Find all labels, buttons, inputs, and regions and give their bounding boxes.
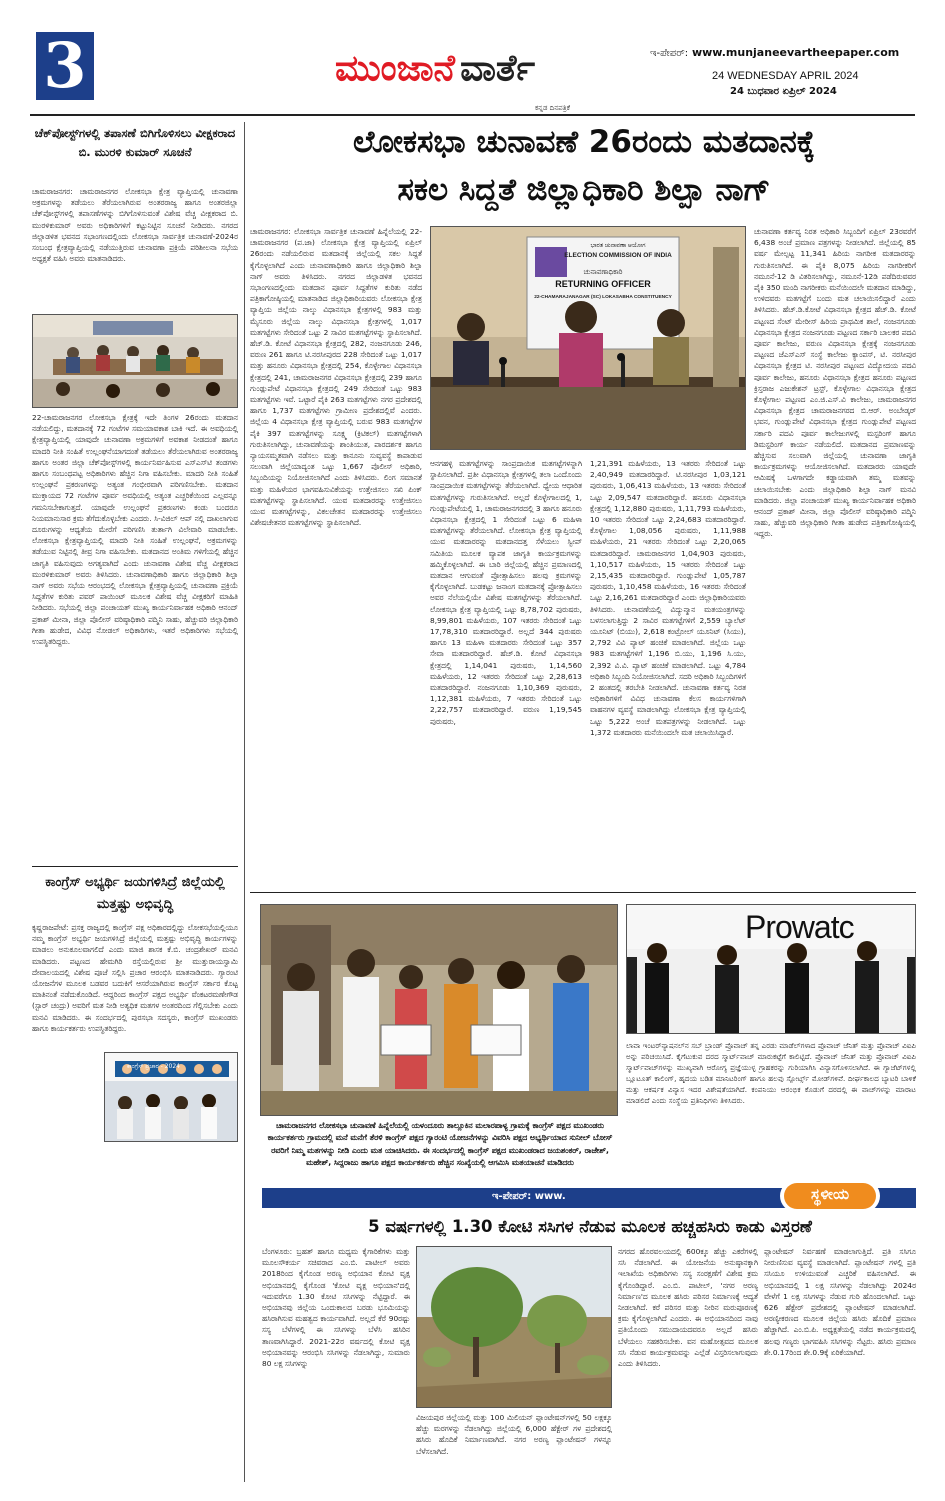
date-english: 24 WEDNESDAY APRIL 2024 bbox=[712, 70, 859, 82]
lead-headline-1: ಲೋಕಸಭಾ ಚುನಾವಣೆ 26ರಂದು ಮತದಾನಕ್ಕೆ bbox=[352, 124, 816, 160]
press-meet-photo bbox=[430, 226, 746, 450]
lead-col1: ಚಾಮರಾಜನಗರ: ಲೋಕಸಭಾ ಸಾರ್ವತ್ರಿಕ ಚುನಾವಣೆ ಹಿನ್ನೆಲೆಯಲ್ಲಿ 22-ಚಾಮರಾಜನಗರ (ಪ.ಜಾ) ಲೋಕಸಭಾ ಕ್ಷೇತ್ರ ವ್ಯಾಪ್ತಿಯಲ್ಲಿ ಏಪ್ರಿಲ್ 26ರಂದು ನಡೆಯಲಿರುವ ಮತದಾನಕ್ಕೆ ಜಿಲ್ಲೆಯಲ್ಲಿ ಸಕಲ ಸಿದ್ದತೆ ಕೈಗೊಳ್ಳಲಾಗಿದೆ ಎಂದು ಚುನಾವಣಾಧಿಕಾರಿ ಹಾಗೂ ಜಿಲ್ಲಾಧಿಕಾರಿ ಶಿಲ್ಪಾ ನಾಗ್ ಅವರು ತಿಳಿಸಿದರು. ನಗರದ ಜಿಲ್ಲಾಡಳಿತ ಭವನದ ಸಭಾಂಗಣದಲ್ಲಿಂದು ಮತದಾನ ಪೂರ್ವ ಸಿದ್ದತೆಗಳ ಕುರಿತು ನಡೆದ ಪತ್ರಿಕಾಗೋಷ್ಠಿಯಲ್ಲಿ ಮಾತನಾಡಿದ ಜಿಲ್ಲಾಧಿಕಾರಿಯವರು ಲೋಕಸಭಾ ಕ್ಷೇತ್ರ ವ್ಯಾಪ್ತಿಯ ಜಿಲ್ಲೆಯ ನಾಲ್ಕು ವಿಧಾನಸಭಾ ಕ್ಷೇತ್ರಗಳಲ್ಲಿ 983 ಮತ್ತು ಮೈಸೂರು ಜಿಲ್ಲೆಯ ನಾಲ್ಕು ವಿಧಾನಸಭಾ ಕ್ಷೇತ್ರಗಳಲ್ಲಿ 1,017 ಮತಗಟ್ಟೆಗಳು ಸೇರಿದಂತೆ ಒಟ್ಟು 2 ಸಾವಿರ ಮತಗಟ್ಟೆಗಳನ್ನು ಸ್ಥಾಪಿಸಲಾಗಿದೆ. ಹೆಚ್.ಡಿ. ಕೋಟೆ ವಿಧಾನಸಭಾ ಕ್ಷೇತ್ರದಲ್ಲಿ 282, ನಂಜನಗೂಡು 246, ವರುಣ 261 ಹಾಗೂ ಟಿ.ನರಸೀಪುರದ 228 ಸೇರಿದಂತೆ ಒಟ್ಟು 1,017 ಮತ್ತು ಹನೂರು ವಿಧಾನಸಭಾ ಕ್ಷೇತ್ರದಲ್ಲಿ 254, ಕೊಳ್ಳೇಗಾಲ ವಿಧಾನಸಭಾ ಕ್ಷೇತ್ರದಲ್ಲಿ 241, ಚಾಮರಾಜನಗರ ವಿಧಾನಸಭಾ ಕ್ಷೇತ್ರದಲ್ಲಿ 239 ಹಾಗೂ ಗುಂಡ್ಲುಪೇಟೆ ವಿಧಾನಸಭಾ ಕ್ಷೇತ್ರದಲ್ಲಿ 249 ಸೇರಿದಂತೆ ಒಟ್ಟು 983 ಮತಗಟ್ಟೆಗಳು ಇವೆ. ಒಟ್ಟಾರೆ ಪೈಕಿ 263 ಮತಗಟ್ಟೆಗಳು ನಗರ ಪ್ರದೇಶದಲ್ಲಿ ಹಾಗೂ 1,737 ಮತಗಟ್ಟೆಗಳು ಗ್ರಾಮೀಣ ಪ್ರದೇಶದಲ್ಲಿವೆ ಎಂದರು. ಜಿಲ್ಲೆಯ 4 ವಿಧಾನಸಭಾ ಕ್ಷೇತ್ರ ವ್ಯಾಪ್ತಿಯಲ್ಲಿ ಬರುವ 983 ಮತಗಟ್ಟೆಗಳ ಪೈಕಿ 397 ಮತಗಟ್ಟೆಗಳನ್ನು ಸೂಕ್ಷ್ಮ (ಕ್ರಿಟಿಕಲ್) ಮತಗಟ್ಟೆಗಳಾಗಿ ಗುರುತಿಸಲಾಗಿದ್ದು, ಚುನಾವಣೆಯನ್ನು ಶಾಂತಿಯುತ, ಪಾರದರ್ಶಕ ಹಾಗೂ ನ್ಯಾಯಸಮ್ಮತವಾಗಿ ನಡೆಸಲು ಮತ್ತು ಕಾನೂನು ಸುವ್ಯವಸ್ಥೆ ಕಾಪಾಡುವ ಸಲುವಾಗಿ ಜಿಲ್ಲೆಯಾದ್ಯಂತ ಒಟ್ಟು 1,667 ಪೊಲೀಸ್ ಅಧಿಕಾರಿ, ಸಿಬ್ಬಂದಿಯನ್ನು ನಿಯೋಜಿಸಲಾಗಿದೆ ಎಂದು ತಿಳಿಸಿದರು. ಲಿಂಗ ಸಮಾನತೆ ಮತ್ತು ಮಹಿಳೆಯರ ಭಾಗವಹಿಸುವಿಕೆಯನ್ನು ಉತ್ತೇಜಿಸಲು ಸಖಿ ಪಿಂಕ್ ಮತಗಟ್ಟೆಗಳನ್ನು ಸ್ಥಾಪಿಸಲಾಗಿದೆ. ಯುವ ಮತದಾರರನ್ನು ಉತ್ತೇಜಿಸಲು ಯುವ ಮತಗಟ್ಟೆಗಳನ್ನು, ವಿಕಲಚೇತನ ಮತದಾರರನ್ನು ಉತ್ತೇಜಿಸಲು ವಿಶೇಷಚೇತನರ ಮತಗಟ್ಟೆಗಳನ್ನು ಸ್ಥಾಪಿಸಲಾಗಿದೆ. bbox=[250, 227, 422, 528]
lead-bottom-rule bbox=[250, 892, 916, 893]
masthead-title-part1: ಮುಂಜಾನೆ bbox=[335, 48, 455, 89]
page-number: 3 bbox=[43, 29, 87, 102]
forest-photo bbox=[416, 1246, 612, 1408]
lead-col4: ಚುನಾವಣಾ ಕರ್ತವ್ಯ ನಿರತ ಅಧಿಕಾರಿ ಸಿಬ್ಬಂದಿಗೆ ಏಪ್ರಿಲ್ 23ರವರೆಗೆ 6,438 ಅಂಚೆ ಪ್ರಮಾಣ ಪತ್ರಗಳನ್ನು ನೀಡಲಾಗಿದೆ. ಜಿಲ್ಲೆಯಲ್ಲಿ 85 ವರ್ಷ ಮೇಲ್ಪಟ್ಟ 11,341 ಹಿರಿಯ ನಾಗರೀಕ ಮತದಾರರನ್ನು ಗುರುತಿಸಲಾಗಿದೆ. ಈ ಪೈಕಿ 8,075 ಹಿರಿಯ ನಾಗರೀಕರಿಗೆ ನಮೂನೆ-12 ಡಿ ವಿತರಿಸಲಾಗಿದ್ದು, ನಮೂನೆ-12ಡಿ ಪಡೆದಿರುವವರ ಪೈಕಿ 350 ಮಂದಿ ನಾಗರೀಕರು ಮನೆಯಿಂದಲೇ ಮತದಾನ ಮಾಡಿದ್ದು, ಉಳಿದವರು ಮತಗಟ್ಟೆಗೆ ಬಂದು ಮತ ಚಲಾಯಿಸಲಿದ್ದಾರೆ ಎಂದು ತಿಳಿಸಿದರು. ಹೆಚ್.ಡಿ.ಕೋಟೆ ವಿಧಾನಸಭಾ ಕ್ಷೇತ್ರದ ಹೆಚ್.ಡಿ. ಕೋಟೆ ಪಟ್ಟಣದ ಸೆಂಟ್ ಮೇರೀಸ್ ಹಿರಿಯ ಪ್ರಾಥಮಿಕ ಶಾಲೆ, ನಂಜನಗೂಡು ವಿಧಾನಸಭಾ ಕ್ಷೇತ್ರದ ನಂಜನಗೂಡು ಪಟ್ಟಣದ ಸರ್ಕಾರಿ ಬಾಲಕರ ಪದವಿ ಪೂರ್ವ ಕಾಲೇಜು, ವರುಣ ವಿಧಾನಸಭಾ ಕ್ಷೇತ್ರಕ್ಕೆ ನಂಜನಗೂಡು ಪಟ್ಟಣದ ಜೆಎಸ್‌ಎಸ್ ಸಂಸ್ಥೆ ಕಾಲೇಜು ಕ್ಯಾಂಪಸ್, ಟಿ. ನರಸೀಪುರ ವಿಧಾನಸಭಾ ಕ್ಷೇತ್ರದ ಟಿ. ನರಸೀಪುರ ಪಟ್ಟಣದ ವಿದ್ಯೋದಯ ಪದವಿ ಪೂರ್ವ ಕಾಲೇಜು, ಹನೂರು ವಿಧಾನಸಭಾ ಕ್ಷೇತ್ರದ ಹನೂರು ಪಟ್ಟಣದ ಕ್ರಿಸ್ತರಾಜ ಎಜುಕೇಶನ್ ಟ್ರಸ್ಟ್, ಕೊಳ್ಳೇಗಾಲ ವಿಧಾನಸಭಾ ಕ್ಷೇತ್ರದ ಕೊಳ್ಳೇಗಾಲ ಪಟ್ಟಣದ ಎಂ.ಜಿ.ಎಸ್.ವಿ ಕಾಲೇಜು, ಚಾಮರಾಜನಗರ ವಿಧಾನಸಭಾ ಕ್ಷೇತ್ರದ ಚಾಮರಾಜನಗರದ ಬಿ.ಆರ್. ಅಂಬೇಡ್ಕರ್ ಭವನ, ಗುಂಡ್ಲುಪೇಟೆ ವಿಧಾನಸಭಾ ಕ್ಷೇತ್ರದ ಗುಂಡ್ಲುಪೇಟೆ ಪಟ್ಟಣದ ಸರ್ಕಾರಿ ಪದವಿ ಪೂರ್ವ ಕಾಲೇಜುಗಳಲ್ಲಿ ಮಸ್ಟರಿಂಗ್ ಹಾಗೂ ಡಿಮಸ್ಟರಿಂಗ್ ಕಾರ್ಯ ನಡೆಯಲಿದೆ. ಮತದಾನದ ಪ್ರಮಾಣವನ್ನು ಹೆಚ್ಚಿಸುವ ಸಲುವಾಗಿ ಜಿಲ್ಲೆಯಲ್ಲಿ ಚುನಾವಣಾ ಜಾಗೃತಿ ಕಾರ್ಯಕ್ರಮಗಳನ್ನು ಆಯೋಜಿಸಲಾಗಿದೆ. ಮತದಾರರು ಯಾವುದೇ ಆಮಿಷಕ್ಕೆ ಒಳಗಾಗದೇ ಕಡ್ಡಾಯವಾಗಿ ತಮ್ಮ ಮತವನ್ನು ಚಲಾಯಿಸಬೇಕು ಎಂದು ಜಿಲ್ಲಾಧಿಕಾರಿ ಶಿಲ್ಪಾ ನಾಗ್ ಮನವಿ ಮಾಡಿದರು. ಜಿಲ್ಲಾ ಪಂಚಾಯತ್ ಮುಖ್ಯ ಕಾರ್ಯನಿರ್ವಾಹಕ ಅಧಿಕಾರಿ ಆನಂದ್ ಪ್ರಕಾಶ್ ಮೀನಾ, ಜಿಲ್ಲಾ ಪೊಲೀಸ್ ವರಿಷ್ಠಾಧಿಕಾರಿ ಪದ್ಮಿನಿ ಸಾಹು, ಹೆಚ್ಚುವರಿ ಜಿಲ್ಲಾಧಿಕಾರಿ ಗೀತಾ ಹುಡೇದ ಪತ್ರಿಕಾಗೋಷ್ಠಿಯಲ್ಲಿ ಇದ್ದರು. bbox=[754, 227, 916, 539]
left-column-rule bbox=[244, 122, 245, 1482]
eci-sign-ro: RETURNING OFFICER bbox=[555, 279, 651, 289]
prowatch-brand: Prowatc bbox=[745, 909, 854, 945]
epaper-url[interactable]: www.munjaneevartheepaper.com bbox=[691, 46, 900, 59]
eci-sign bbox=[527, 237, 679, 349]
section-label-box bbox=[780, 1180, 880, 1212]
forest-col4: ಪ್ಲಾಂಟೇಷನ್ ನಿರ್ವಹಣೆ ಮಾಡಲಾಗುತ್ತಿದೆ. ಪ್ರತಿ ಸಸಿಗೂ ನೀರುಣಿಸುವ ವ್ಯವಸ್ಥೆ ಮಾಡಲಾಗಿದೆ. ಪ್ಲಾಂಟೇಷನ್ ಗಳಲ್ಲಿ ಪ್ರತಿ ಸಸಿಯೂ ಉಳಿಯುವಂತೆ ಎಚ್ಚರಿಕೆ ವಹಿಸಲಾಗಿದೆ. ಈ ಅಭಿಯಾನದಲ್ಲಿ 1 ಲಕ್ಷ ಸಸಿಗಳನ್ನು ನೆಡಲಾಗಿದ್ದು 2024ರ ವೇಳೆಗೆ 1 ಲಕ್ಷ ಸಸಿಗಳನ್ನು ನೆಡುವ ಗುರಿ ಹೊಂದಲಾಗಿದೆ. ಒಟ್ಟು 626 ಹೆಕ್ಟೇರ್ ಪ್ರದೇಶದಲ್ಲಿ ಪ್ಲಾಂಟೇಷನ್ ಮಾಡಲಾಗಿದೆ. ಅರಣ್ಯೀಕರಣದ ಮೂಲಕ ಜಿಲ್ಲೆಯ ಹಸಿರು ಹೊದಿಕೆ ಪ್ರಮಾಣ ಹೆಚ್ಚಾಗಿದೆ. ಎಂ.ಬಿ.ಪಿ. ಅಧ್ಯಕ್ಷತೆಯಲ್ಲಿ ನಡೆದ ಕಾರ್ಯಕ್ರಮದಲ್ಲಿ ಹಲವು ಗಣ್ಯರು ಭಾಗವಹಿಸಿ ಸಸಿಗಳನ್ನು ನೆಟ್ಟರು. ಹಸಿರು ಪ್ರಮಾಣ ಶೇ.0.17ರಿಂದ ಶೇ.0.9ಕ್ಕೆ ಏರಿಕೆಯಾಗಿದೆ. bbox=[764, 1247, 916, 1357]
page-number-box bbox=[36, 29, 94, 102]
meeting-photo bbox=[32, 314, 238, 408]
congress-headline: ಕಾಂಗ್ರೆಸ್ ಅಭ್ಯರ್ಥಿ ಜಯಗಳಿಸಿದ್ರೆ ಜಿಲ್ಲೆಯಲ್ಲಿ ಮತ್ತಷ್ಟು ಅಭಿವೃದ್ಧಿ bbox=[45, 875, 225, 912]
eci-sign-kannada: ಭಾರತ ಚುನಾವಣಾ ಆಯೋಗ bbox=[590, 243, 646, 249]
masthead-title-part2: ವಾರ್ತೆ bbox=[460, 48, 536, 89]
epaper-line bbox=[650, 46, 912, 59]
prowatch-photo bbox=[626, 904, 916, 1034]
lead-headline-2: ಸಕಲ ಸಿದ್ದತೆ ಜಿಲ್ಲಾಧಿಕಾರಿ ಶಿಲ್ಪಾ ನಾಗ್ bbox=[397, 172, 771, 208]
congress-photo bbox=[104, 1052, 238, 1142]
lead-col3: 1,21,391 ಮಹಿಳೆಯರು, 13 ಇತರರು ಸೇರಿದಂತೆ ಒಟ್ಟು 2,40,949 ಮತದಾರರಿದ್ದಾರೆ. ಟಿ.ನರಸೀಪುರ 1,03,121 ಪುರುಷರು, 1,06,413 ಮಹಿಳೆಯರು, 13 ಇತರರು ಸೇರಿದಂತೆ ಒಟ್ಟು 2,09,547 ಮತದಾರರಿದ್ದಾರೆ. ಹನೂರು ವಿಧಾನಸಭಾ ಕ್ಷೇತ್ರದಲ್ಲಿ 1,12,880 ಪುರುಷರು, 1,11,793 ಮಹಿಳೆಯರು, 10 ಇತರರು ಸೇರಿದಂತೆ ಒಟ್ಟು 2,24,683 ಮತದಾರರಿದ್ದಾರೆ. ಕೊಳ್ಳೇಗಾಲ 1,08,056 ಪುರುಷರು, 1,11,988 ಮಹಿಳೆಯರು, 21 ಇತರರು ಸೇರಿದಂತೆ ಒಟ್ಟು 2,20,065 ಮತದಾರರಿದ್ದಾರೆ. ಚಾಮರಾಜನಗರ 1,04,903 ಪುರುಷರು, 1,10,517 ಮಹಿಳೆಯರು, 15 ಇತರರು ಸೇರಿದಂತೆ ಒಟ್ಟು 2,15,435 ಮತದಾರರಿದ್ದಾರೆ. ಗುಂಡ್ಲುಪೇಟೆ 1,05,787 ಪುರುಷರು, 1,10,458 ಮಹಿಳೆಯರು, 16 ಇತರರು ಸೇರಿದಂತೆ ಒಟ್ಟು 2,16,261 ಮತದಾರರಿದ್ದಾರೆ ಎಂದು ಜಿಲ್ಲಾಧಿಕಾರಿಯವರು ತಿಳಿಸಿದರು. ಚುನಾವಣೆಯಲ್ಲಿ ವಿದ್ಯುನ್ಮಾನ ಮತಯಂತ್ರಗಳನ್ನು ಬಳಸಲಾಗುತ್ತಿದ್ದು 2 ಸಾವಿರ ಮತಗಟ್ಟೆಗಳಿಗೆ 2,559 ಬ್ಯಾಲೆಟ್ ಯೂನಿಟ್ (ಬಿಯು), 2,618 ಕಂಟ್ರೋಲ್ ಯೂನಿಟ್ (ಸಿಯು), 2,792 ವಿವಿ ಪ್ಯಾಟ್ ಹಂಚಿಕೆ ಮಾಡಲಾಗಿದೆ. ಜಿಲ್ಲೆಯ ಒಟ್ಟು 983 ಮತಗಟ್ಟೆಗಳಿಗೆ 1,196 ಬಿ.ಯು, 1,196 ಸಿ.ಯು, 2,392 ವಿ.ವಿ. ಪ್ಯಾಟ್ ಹಂಚಿಕೆ ಮಾಡಲಾಗಿದೆ. ಒಟ್ಟು 4,784 ಅಧಿಕಾರಿ ಸಿಬ್ಬಂದಿ ನಿಯೋಜಿಸಲಾಗಿದೆ. ಸದರಿ ಅಧಿಕಾರಿ ಸಿಬ್ಬಂದಿಗಳಿಗೆ 2 ಹಂತದಲ್ಲಿ ತರಬೇತಿ ನೀಡಲಾಗಿದೆ. ಚುನಾವಣಾ ಕರ್ತವ್ಯ ನಿರತ ಅಧಿಕಾರಿಗಳಿಗೆ ವಿವಿಧ ಚುನಾವಣಾ ಕೆಲಸ ಕಾರ್ಯಗಳಿಗಾಗಿ ವಾಹನಗಳ ವ್ಯವಸ್ಥೆ ಮಾಡಲಾಗಿದ್ದು ಲೋಕಸಭಾ ಕ್ಷೇತ್ರ ವ್ಯಾಪ್ತಿಯಲ್ಲಿ ಒಟ್ಟು 5,222 ಅಂಚೆ ಮತಪತ್ರಗಳನ್ನು ನೀಡಲಾಗಿದೆ. ಒಟ್ಟು 1,372 ಮತದಾರರು ಮನೆಯಿಂದಲೇ ಮತ ಚಲಾಯಿಸಿದ್ದಾರೆ. bbox=[590, 459, 746, 737]
prowatch-caption: ಲಾವಾ ಇಂಟರ್‌ನ್ಯಾಷನಲ್‌ನ ಸಬ್ ಬ್ರಾಂಡ್ ಪ್ರೊವಾಚ್ ತನ್ನ ಎರಡು ಮಾಡೆಲ್‌ಗಳಾದ ಪ್ರೊವಾಚ್ ಜೆನಿತ್ ಮತ್ತು ಪ್ರೊವಾಚ್ ವಿಐಪಿ ಅನ್ನು ಪರಿಚಯಿಸಿದೆ. ಕೈಗೆಟುಕುವ ದರದ ಸ್ಮಾರ್ಟ್‌ವಾಚ್ ಮಾರುಕಟ್ಟೆಗೆ ಕಾಲಿಟ್ಟಿದೆ. ಪ್ರೊವಾಚ್ ಜೆನಿತ್ ಮತ್ತು ಪ್ರೊವಾಚ್ ವಿಐಪಿ ಸ್ಮಾರ್ಟ್‌ವಾಚ್‌ಗಳನ್ನು ಮುಖ್ಯವಾಗಿ ಆರೋಗ್ಯ ಪ್ರಜ್ಞೆಯುಳ್ಳ ಗ್ರಾಹಕರನ್ನು ಗುರಿಯಾಗಿಸಿ ವಿನ್ಯಾಸಗೊಳಿಸಲಾಗಿದೆ. ಈ ಗ್ಯಾಜೆಟ್‌ಗಳಲ್ಲಿ ಬ್ಲೂಟೂತ್ ಕಾಲಿಂಗ್, ಹೃದಯ ಬಡಿತ ಮಾನಿಟರಿಂಗ್ ಹಾಗೂ ಹಲವು ಸ್ಪೋರ್ಟ್ಸ್ ಮೋಡ್‌ಗಳಿವೆ. ದೀರ್ಘಕಾಲದ ಬ್ಯಾಟರಿ ಬಾಳಿಕೆ ಮತ್ತು ಆಕರ್ಷಕ ವಿನ್ಯಾಸ ಇದರ ವಿಶೇಷತೆಯಾಗಿದೆ. ಕಂಪನಿಯು ಆರಂಭಿಕ ಕೊಡುಗೆ ದರದಲ್ಲಿ ಈ ವಾಚ್‌ಗಳನ್ನು ಮಾರಾಟ ಮಾಡಲಿದೆ ಎಂದು ಸಂಸ್ಥೆಯ ಪ್ರತಿನಿಧಿಗಳು ತಿಳಿಸಿದರು. bbox=[626, 1041, 916, 1105]
masthead-tagline: ಕನ್ನಡ ದಿನಪತ್ರಿಕೆ bbox=[535, 104, 571, 112]
forest-photo-caption: ವಿಜಯಪುರ ಜಿಲ್ಲೆಯಲ್ಲಿ ಮತ್ತು 100 ಮಿಲಿಯನ್ ಪ್ಲಾಂಟೇಷನ್‌ಗಳಲ್ಲಿ 50 ಲಕ್ಷಕ್ಕೂ ಹೆಚ್ಚು ಮರಗಳನ್ನು ನೆಡಲಾಗಿದ್ದು ಜಿಲ್ಲೆಯಲ್ಲಿ 6,000 ಹೆಕ್ಟೇರ್ ಗಳ ಪ್ರದೇಶದಲ್ಲಿ ಹಸಿರು ಹೊದಿಕೆ ನಿರ್ಮಾಣವಾಗಿದೆ. ನಗರ ಅರಣ್ಯ ಪ್ಲಾಂಟೇಷನ್ ಗಳನ್ನೂ ಬೆಳೆಸಲಾಗಿದೆ. bbox=[416, 1413, 612, 1456]
eci-sign-constituency: 22-CHAMARAJANAGAR (SC) LOKASABHA CONSTITUENCY bbox=[534, 295, 672, 300]
section-bar-epaper[interactable]: ಇ-ಪೇಪರ್: www. bbox=[492, 1191, 566, 1202]
forest-col1: ಬೆಂಗಳೂರು: ಬ್ರಹತ್ ಹಾಗೂ ಮಧ್ಯಮ ಕೈಗಾರಿಕೆಗಳು ಮತ್ತು ಮೂಲಸೌಕರ್ಯ ಸಚಿವರಾದ ಎಂ.ಬಿ. ಪಾಟೀಲ್ ಅವರು 2018ರಿಂದ ಕೈಗೊಂಡ ಅರಣ್ಯ ಅಭಿಯಾನ ಕೋಟಿ ವೃಕ್ಷ ಅಭಿಯಾನದಲ್ಲಿ ಕೈಗೊಂಡ 'ಕೋಟಿ ವೃಕ್ಷ ಅಭಿಯಾನ'ದಲ್ಲಿ ಇದುವರೆಗೂ 1.30 ಕೋಟಿ ಸಸಿಗಳನ್ನು ನೆಟ್ಟಿದ್ದಾರೆ. ಈ ಅಭಿಯಾನವು ಜಿಲ್ಲೆಯ ಒಂದುಕಾಲದ ಬರಡು ಭೂಮಿಯನ್ನು ಹಸಿರಾಗಿಸುವ ಮಹತ್ವದ ಕಾರ್ಯವಾಗಿದೆ. ಅಲ್ಲದೆ ಕೆರೆ 90ರಷ್ಟು ಸಸ್ಯ ಬೆಳೆಗಳಲ್ಲಿ ಈ ಸಸಿಗಳನ್ನು ಬೆಳೆಸಿ ಹಸಿರಿನ ತಾಣವಾಗಿಸಿದ್ದಾರೆ. 2021-22ರ ವರ್ಷದಲ್ಲಿ ಕೋಟಿ ವೃಕ್ಷ ಅಭಿಯಾನವನ್ನು ಆರಂಭಿಸಿ ಸಸಿಗಳನ್ನು ನೆಡಲಾಗಿದ್ದು, ಸುಮಾರು 80 ಲಕ್ಷ ಸಸಿಗಳನ್ನು bbox=[262, 1247, 410, 1369]
meeting-photo-illustration bbox=[33, 315, 238, 408]
campaign-photo bbox=[260, 904, 618, 1116]
left-story-headline: ಚೆಕ್‌ಪೋಸ್ಟ್‌ಗಳಲ್ಲಿ ತಪಾಸಣೆ ಬಿಗಿಗೊಳಿಸಲು ವೀಕ್ಷಕರಾದ ಬಿ. ಮುರಳಿ ಕುಮಾರ್ ಸೂಚನೆ bbox=[34, 126, 236, 159]
epaper-label: ಇ-ಪೇಪರ್: bbox=[650, 48, 689, 59]
campaign-caption: ಚಾಮರಾಜನಗರ ಲೋಕಸಭಾ ಚುನಾವಣೆ ಹಿನ್ನೆಲೆಯಲ್ಲಿ ಯಳಂದೂರು ತಾಲ್ಲೂಕಿನ ಮಲಾರಪಾಳ್ಯ ಗ್ರಾಮಕ್ಕೆ ಕಾಂಗ್ರೆಸ್ ಪಕ್ಷದ ಮುಖಂಡರು ಕಾರ್ಯಕರ್ತರು ಗ್ರಾಮದಲ್ಲಿ ಮನೆ ಮನೆಗೆ ತೆರಳಿ ಕಾಂಗ್ರೆಸ್ ಪಕ್ಷದ ಗ್ಯಾರಂಟಿ ಯೋಜನೆಗಳನ್ನು ವಿವರಿಸಿ ಪಕ್ಷದ ಅಭ್ಯರ್ಥಿಯಾದ ಸುನೀಲ್ ಬೋಸ್ ರವರಿಗೆ ನಿಮ್ಮ ಮತಗಳನ್ನು ನೀಡಿ ಎಂದು ಮತ ಯಾಚಿಸಿದರು. ಈ ಸಂದರ್ಭದಲ್ಲಿ ಕಾಂಗ್ರೆಸ್ ಪಕ್ಷದ ಮುಖಂಡರಾದ ಜಯಶಂಕರ್, ರಾಜೇಶ್, ಮಹೇಶ್, ಸಿದ್ದರಾಜು ಹಾಗೂ ಪಕ್ಷದ ಕಾರ್ಯಕರ್ತರು ಹೆಚ್ಚಿನ ಸಂಖ್ಯೆಯಲ್ಲಿ ಆಗಮಿಸಿ ಮತಯಾಚನೆ ಮಾಡಿದರು bbox=[267, 1121, 613, 1168]
congress-body: ಕೃಷ್ಣರಾಜಪೇಟೆ: ಪ್ರಸಕ್ತ ರಾಜ್ಯದಲ್ಲಿ ಕಾಂಗ್ರೆಸ್ ಪಕ್ಷ ಅಧಿಕಾರದಲ್ಲಿದ್ದು ಲೋಕಸಭೆಯಲ್ಲಿಯೂ ನಮ್ಮ ಕಾಂಗ್ರೆಸ್ ಅಭ್ಯರ್ಥಿ ಜಯಗಳಿಸಿದ್ರೆ ಜಿಲ್ಲೆಯಲ್ಲಿ ಮತ್ತಷ್ಟು ಅಭಿವೃದ್ಧಿ ಕಾರ್ಯಗಳನ್ನು ಮಾಡಲು ಅನುಕೂಲವಾಗಲಿದೆ ಎಂದು ಮಾಜಿ ಶಾಸಕ ಕೆ.ಬಿ. ಚಂದ್ರಶೇಖರ್ ಮನವಿ ಮಾಡಿದರು. ಪಟ್ಟಣದ ಹೇಮಗಿರಿ ರಸ್ತೆಯಲ್ಲಿರುವ ಶ್ರೀ ಮುತ್ತುರಾಯಸ್ವಾಮಿ ದೇವಾಲಯದಲ್ಲಿ ವಿಶೇಷ ಪೂಜೆ ಸಲ್ಲಿಸಿ ಪ್ರಚಾರ ಆರಂಭಿಸಿ ಮಾತನಾಡಿದರು. ಗ್ಯಾರಂಟಿ ಯೋಜನೆಗಳ ಮೂಲಕ ಬಡವರ ಬದುಕಿಗೆ ಆಸರೆಯಾಗಿರುವ ಕಾಂಗ್ರೆಸ್ ಸರ್ಕಾರ ಕೊಟ್ಟ ಮಾತಿನಂತೆ ನಡೆದುಕೊಂಡಿದೆ. ಆದ್ದರಿಂದ ಕಾಂಗ್ರೆಸ್ ಪಕ್ಷದ ಅಭ್ಯರ್ಥಿ ವೆಂಕಟರಮಣೇಗೌಡ (ಸ್ಟಾರ್ ಚಂದ್ರು) ಅವರಿಗೆ ಮತ ನೀಡಿ ಅತ್ಯಧಿಕ ಮತಗಳ ಅಂತರದಿಂದ ಗೆಲ್ಲಿಸಬೇಕು ಎಂದು ಮನವಿ ಮಾಡಿದರು. ಈ ಸಂದರ್ಭದಲ್ಲಿ ಪುರಸಭಾ ಸದಸ್ಯರು, ಕಾಂಗ್ರೆಸ್ ಮುಖಂಡರು ಹಾಗೂ ಕಾರ್ಯಕರ್ತರು ಉಪಸ್ಥಿತರಿದ್ದರು. bbox=[32, 923, 238, 1033]
left-divider bbox=[32, 866, 238, 867]
masthead-rule bbox=[30, 114, 915, 116]
lead-col2: ಆನಗಹಳ್ಳಿ ಮತಗಟ್ಟೆಗಳನ್ನು ಸಾಂಪ್ರದಾಯಿಕ ಮತಗಟ್ಟೆಗಳನ್ನಾಗಿ ಸ್ಥಾಪಿಸಲಾಗಿದೆ. ಪ್ರತೀ ವಿಧಾನಸಭಾ ಕ್ಷೇತ್ರಗಳಲ್ಲಿ ತಲಾ ಒಂದೊಂದು ಸಾಂಪ್ರದಾಯಿಕ ಮತಗಟ್ಟೆಗಳನ್ನು ತೆರೆಯಲಾಗಿದೆ. ಧ್ಯೇಯ ಆಧಾರಿತ ಮತಗಟ್ಟೆಗಳನ್ನು ಗುರುತಿಸಲಾಗಿದೆ. ಅಲ್ಲದೆ ಕೊಳ್ಳೇಗಾಲದಲ್ಲಿ 1, ಗುಂಡ್ಲುಪೇಟೆಯಲ್ಲಿ 1, ಚಾಮರಾಜನಗರದಲ್ಲಿ 3 ಹಾಗೂ ಹನೂರು ವಿಧಾನಸಭಾ ಕ್ಷೇತ್ರದಲ್ಲಿ 1 ಸೇರಿದಂತೆ ಒಟ್ಟು 6 ಮಹಿಳಾ ಮತಗಟ್ಟೆಗಳನ್ನು ತೆರೆಯಲಾಗಿದೆ. ಲೋಕಸಭಾ ಕ್ಷೇತ್ರ ವ್ಯಾಪ್ತಿಯಲ್ಲಿ ಯುವ ಮತದಾರರನ್ನು ಮತದಾನದತ್ತ ಸೆಳೆಯಲು ಸ್ವೀಪ್ ಸಮಿತಿಯ ಮೂಲಕ ವ್ಯಾಪಕ ಜಾಗೃತಿ ಕಾರ್ಯಕ್ರಮಗಳನ್ನು ಹಮ್ಮಿಕೊಳ್ಳಲಾಗಿದೆ. ಈ ಬಾರಿ ಜಿಲ್ಲೆಯಲ್ಲಿ ಹೆಚ್ಚಿನ ಪ್ರಮಾಣದಲ್ಲಿ ಮತದಾನ ಆಗುವಂತೆ ಪ್ರೋತ್ಸಾಹಿಸಲು ಹಲವು ಕ್ರಮಗಳನ್ನು ಕೈಗೊಳ್ಳಲಾಗಿದೆ. ಬುಡಕಟ್ಟು ಜನಾಂಗ ಮತದಾನಕ್ಕೆ ಪ್ರೋತ್ಸಾಹಿಸಲು ಅವರ ನೆಲೆಯಲ್ಲಿಯೇ ವಿಶೇಷ ಮತಗಟ್ಟೆಗಳನ್ನು ತೆರೆಯಲಾಗಿದೆ. ಲೋಕಸಭಾ ಕ್ಷೇತ್ರ ವ್ಯಾಪ್ತಿಯಲ್ಲಿ ಒಟ್ಟು 8,78,702 ಪುರುಷರು, 8,99,801 ಮಹಿಳೆಯರು, 107 ಇತರರು ಸೇರಿದಂತೆ ಒಟ್ಟು 17,78,310 ಮತದಾರರಿದ್ದಾರೆ. ಅಲ್ಲದೆ 344 ಪುರುಷರು ಹಾಗೂ 13 ಮಹಿಳಾ ಮತದಾರರು ಸೇರಿದಂತೆ ಒಟ್ಟು 357 ಸೇವಾ ಮತದಾರರಿದ್ದಾರೆ. ಹೆಚ್.ಡಿ. ಕೋಟೆ ವಿಧಾನಸಭಾ ಕ್ಷೇತ್ರದಲ್ಲಿ 1,14,041 ಪುರುಷರು, 1,14,560 ಮಹಿಳೆಯರು, 12 ಇತರರು ಸೇರಿದಂತೆ ಒಟ್ಟು 2,28,613 ಮತದಾರರಿದ್ದಾರೆ. ನಂಜನಗೂಡು 1,10,369 ಪುರುಷರು, 1,12,381 ಮಹಿಳೆಯರು, 7 ಇತರರು ಸೇರಿದಂತೆ ಒಟ್ಟು 2,22,757 ಮತದಾರರಿದ್ದಾರೆ. ವರುಣ 1,19,545 ಪುರುಷರು, bbox=[430, 459, 582, 726]
left-story-para1: ಚಾಮರಾಜನಗರ: ಚಾಮರಾಜನಗರ ಲೋಕಸಭಾ ಕ್ಷೇತ್ರ ವ್ಯಾಪ್ತಿಯಲ್ಲಿ ಚುನಾವಣಾ ಅಕ್ರಮಗಳನ್ನು ತಡೆಯಲು ತೆರೆಯಲಾಗಿರುವ ಅಂತರರಾಜ್ಯ ಹಾಗೂ ಅಂತರಜಿಲ್ಲಾ ಚೆಕ್‌ಪೋಸ್ಟ್‌ಗಳಲ್ಲಿ ತಪಾಸಣೆಗಳನ್ನು ಬಿಗಿಗೊಳಿಸುವಂತೆ ವಿಶೇಷ ವೆಚ್ಚ ವೀಕ್ಷಕರಾದ ಬಿ. ಮುರಳಿಕುಮಾರ್ ಅವರು ಅಧಿಕಾರಿಗಳಿಗೆ ಕಟ್ಟುನಿಟ್ಟಿನ ಸೂಚನೆ ನೀಡಿದರು. ನಗರದ ಜಿಲ್ಲಾಡಳಿತ ಭವನದ ಸಭಾಂಗಣದಲ್ಲಿಂದು ಲೋಕಸಭಾ ಸಾರ್ವತ್ರಿಕ ಚುನಾವಣೆ-2024ರ ಸಂಬಂಧ ಕ್ಷೇತ್ರವ್ಯಾಪ್ತಿಯಲ್ಲಿ ನಡೆಯುತ್ತಿರುವ ಚುನಾವಣಾ ಪ್ರಕ್ರಿಯೆ ಪರಿಶೀಲನಾ ಸಭೆಯ ಅಧ್ಯಕ್ಷತೆ ವಹಿಸಿ ಅವರು ಮಾತನಾಡಿದರು. bbox=[32, 187, 238, 264]
section-label: ಸ್ಥಳೀಯ bbox=[810, 1185, 850, 1203]
congress-photo-banner: ಕಾಂಗ್ರೆಸ್ ಪ್ರಚಾರ - 2024 bbox=[127, 1063, 181, 1070]
forest-col3: ನಗರದ ಹೊರವಲಯದಲ್ಲಿ 600ಕ್ಕೂ ಹೆಚ್ಚು ಎಕರೆಗಳಲ್ಲಿ ಸಸಿ ನೆಡಲಾಗಿದೆ. ಈ ಯೋಜನೆಯ ಅನುಷ್ಠಾನಕ್ಕಾಗಿ ಇಲಾಖೆಯ ಅಧಿಕಾರಿಗಳು ಸಸ್ಯ ಸಂರಕ್ಷಣೆಗೆ ವಿಶೇಷ ಕ್ರಮ ಕೈಗೊಂಡಿದ್ದಾರೆ. ಎಂ.ಬಿ. ಪಾಟೀಲ್, 'ನಗರ ಅರಣ್ಯ ನಿರ್ಮಾಣ'ದ ಮೂಲಕ ಹಸಿರು ಪರಿಸರ ನಿರ್ಮಾಣಕ್ಕೆ ಆದ್ಯತೆ ನೀಡಲಾಗಿದೆ. ಕರೆ ಪರಿಸರ ಮತ್ತು ನೀರಿನ ಮರುಪೂರಣಕ್ಕೆ ಕ್ರಮ ಕೈಗೊಳ್ಳಲಾಗಿದೆ ಎಂದರು. ಈ ಅಭಿಯಾನದಿಂದ ನಾವು ಪ್ರತಿಯೊಂದು ಸಮುದಾಯದವರೂ ಅಲ್ಲದೆ ಹಸಿರು ಬೆಳೆಯಲು ಸಹಕರಿಸಬೇಕು. ವನ ಮಹೋತ್ಸವದ ಮೂಲಕ ಸಸಿ ನೆಡುವ ಕಾರ್ಯಕ್ರಮವನ್ನು ಎಲ್ಲೆಡೆ ವಿಸ್ತರಿಸಲಾಗುವುದು ಎಂದು ತಿಳಿಸಿದರು. bbox=[618, 1247, 758, 1369]
date-kannada: 24 ಬುಧವಾರ ಏಪ್ರಿಲ್ 2024 bbox=[730, 86, 837, 97]
masthead-title bbox=[335, 40, 635, 98]
campaign-photo-illustration bbox=[261, 905, 618, 1116]
forest-headline: 5 ವರ್ಷಗಳಲ್ಲಿ 1.30 ಕೋಟಿ ಸಸಿಗಳ ನೆಡುವ ಮೂಲಕ ಹಚ್ಚಹಸಿರು ಕಾಡು ವಿಸ್ತರಣೆ bbox=[368, 1217, 812, 1236]
eci-sign-ro-kannada: ಚುನಾವಣಾಧಿಕಾರಿ bbox=[583, 269, 623, 276]
forest-photo-illustration bbox=[417, 1247, 612, 1408]
left-story-para2: 22-ಚಾಮರಾಜನಗರ ಲೋಕಸಭಾ ಕ್ಷೇತ್ರಕ್ಕೆ ಇದೇ ತಿಂಗಳ 26ರಂದು ಮತದಾನ ನಡೆಯಲಿದ್ದು, ಮತದಾನಕ್ಕೆ 72 ಗಂಟೆಗಳ ಸಮಯಾವಕಾಶ ಬಾಕಿ ಇದೆ. ಈ ಅವಧಿಯಲ್ಲಿ ಕ್ಷೇತ್ರವ್ಯಾಪ್ತಿಯಲ್ಲಿ ಯಾವುದೇ ಚುನಾವಣಾ ಅಕ್ರಮಗಳಿಗೆ ಅವಕಾಶ ನೀಡದಂತೆ ಹಾಗೂ ಮಾದರಿ ನೀತಿ ಸಂಹಿತೆ ಉಲ್ಲಂಘನೆಯಾಗದಂತೆ ತಡೆಯಲು ತೆರೆಯಲಾಗಿರುವ ಅಂತರರಾಜ್ಯ ಹಾಗೂ ಅಂತರ ಜಿಲ್ಲಾ ಚೆಕ್‌ಪೋಸ್ಟ್‌ಗಳಲ್ಲಿ ಕಾರ್ಯನಿರ್ವಹಿಸುವ ಎಸ್‌ಎಸ್‌ಟಿ ತಂಡಗಳು ಹಾಗೂ ಸಂಬಂಧಪಟ್ಟ ಅಧಿಕಾರಿಗಳು ಹೆಚ್ಚಿನ ನಿಗಾ ವಹಿಸಬೇಕು. ಮಾದರಿ ನೀತಿ ಸಂಹಿತೆ ಉಲ್ಲಂಘನೆ ಪ್ರಕರಣಗಳನ್ನು ಅತ್ಯಂತ ಗಂಭೀರವಾಗಿ ಪರಿಗಣಿಸಬೇಕು. ಮತದಾನ ಮುಕ್ತಾಯದ 72 ಗಂಟೆಗಳ ಪೂರ್ವ ಅವಧಿಯಲ್ಲಿ ಅತ್ಯಂತ ಎಚ್ಚರಿಕೆಯಿಂದ ಎಲ್ಲವನ್ನೂ ಗಮನಿಸಬೇಕಾಗುತ್ತದೆ. ಯಾವುದೇ ಉಲ್ಲಂಘನೆ ಪ್ರಕರಣಗಳು ಕಂಡು ಬಂದರೂ ನಿಯಮಾನುಸಾರ ಕ್ರಮ ತೆಗೆದುಕೊಳ್ಳಬೇಕು ಎಂದರು. ಸಿ-ವಿಜಿಲ್ ಆಪ್ ನಲ್ಲಿ ದಾಖಲಾಗುವ ದೂರುಗಳನ್ನು ಆಧ್ಯತೆಯ ಮೇರೆಗೆ ಪರಿಗಣಿಸಿ ತುರ್ತಾಗಿ ವಿಲೇವಾರಿ ಮಾಡಬೇಕು. ಲೋಕಸಭಾ ಕ್ಷೇತ್ರವ್ಯಾಪ್ತಿಯಲ್ಲಿ ಮಾದರಿ ನೀತಿ ಸಂಹಿತೆ ಉಲ್ಲಂಘನೆ, ಅಕ್ರಮಗಳನ್ನು ತಡೆಯುವ ನಿಟ್ಟಿನಲ್ಲಿ ತೀವ್ರ ನಿಗಾ ವಹಿಸಬೇಕು. ಮತದಾನದ ಅಂತಿಮ ಗಳಿಗೆಯಲ್ಲಿ ಹೆಚ್ಚಿನ ಜಾಗೃತಿ ವಹಿಸುವುದು ಅಗತ್ಯವಾಗಿದೆ ಎಂದು ಚುನಾವಣಾ ವಿಶೇಷ ವೆಚ್ಚ ವೀಕ್ಷಕರಾದ ಮುರಳಿಕುಮಾರ್ ಅವರು ತಿಳಿಸಿದರು. ಚುನಾವಣಾಧಿಕಾರಿ ಹಾಗೂ ಜಿಲ್ಲಾಧಿಕಾರಿ ಶಿಲ್ಪಾ ನಾಗ್ ಅವರು ಸಭೆಯ ಆರಂಭದಲ್ಲಿ ಲೋಕಸಭಾ ಕ್ಷೇತ್ರವ್ಯಾಪ್ತಿಯಲ್ಲಿ ಚುನಾವಣಾ ಪ್ರಕ್ರಿಯೆ ಸಿದ್ದತೆಗಳ ಕುರಿತು ಪವರ್ ಪಾಯಿಂಟ್ ಮೂಲಕ ವಿಶೇಷ ವೆಚ್ಚ ವೀಕ್ಷಕರಿಗೆ ಮಾಹಿತಿ ನೀಡಿದರು. ಸಭೆಯಲ್ಲಿ ಜಿಲ್ಲಾ ಪಂಚಾಯತ್ ಮುಖ್ಯ ಕಾರ್ಯನಿರ್ವಾಹಕ ಅಧಿಕಾರಿ ಆನಂದ್ ಪ್ರಕಾಶ್ ಮೀನಾ, ಜಿಲ್ಲಾ ಪೊಲೀಸ್ ವರಿಷ್ಠಾಧಿಕಾರಿ ಪದ್ಮಿನಿ ಸಾಹು, ಹೆಚ್ಚುವರಿ ಜಿಲ್ಲಾಧಿಕಾರಿ ಗೀತಾ ಹುಡೇದ, ವಿವಿಧ ನೋಡಲ್ ಅಧಿಕಾರಿಗಳು, ಇತರೆ ಅಧಿಕಾರಿಗಳು ಸಭೆಯಲ್ಲಿ ಉಪಸ್ಥಿತರಿದ್ದರು. bbox=[32, 413, 238, 647]
eci-sign-english: ELECTION COMMISSION OF INDIA bbox=[564, 252, 672, 259]
